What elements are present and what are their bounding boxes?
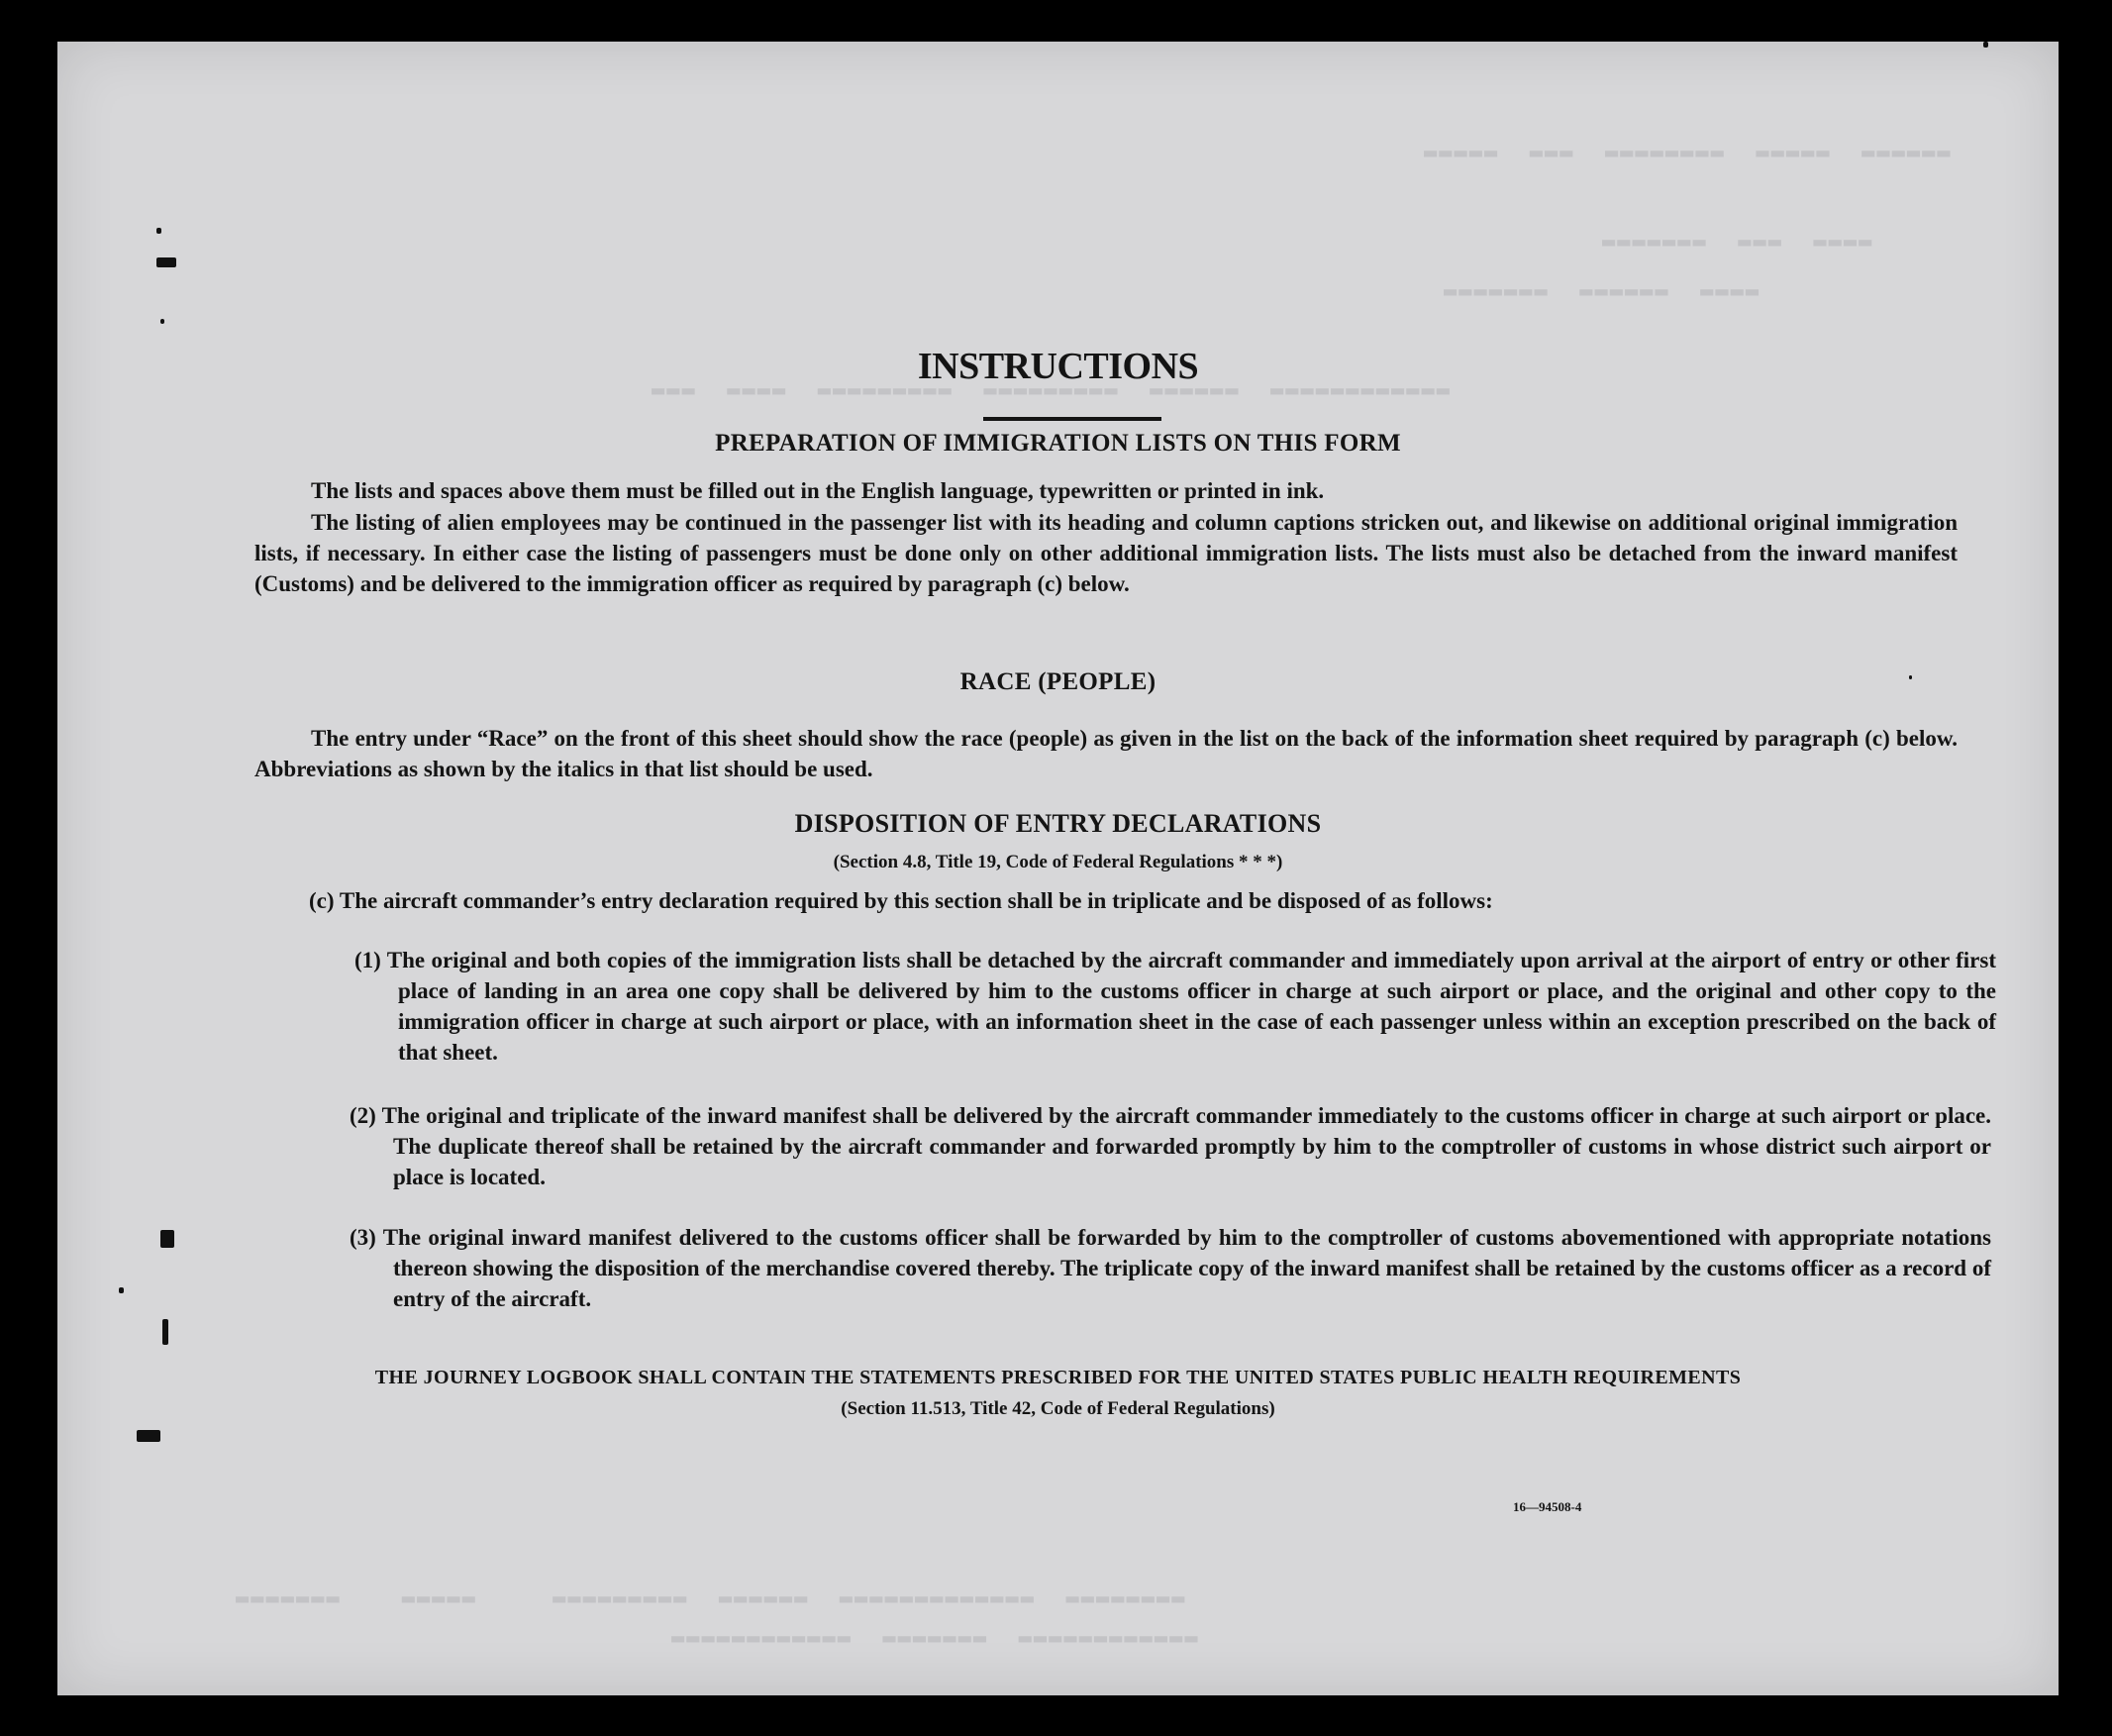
show-through-texture: ▬▬▬▬▬ ▬▬▬ ▬▬▬▬▬▬▬▬ ▬▬▬▬▬ ▬▬▬▬▬▬ — [1424, 141, 1953, 165]
race-paragraph: The entry under “Race” on the front of this sheet should show the race (people) as given in the list on the back of the information sheet required by paragraph (c) below. Abbreviations as shown by the italics in that list should be used. — [254, 726, 1958, 781]
show-through-texture: ▬▬▬▬▬▬▬ ▬▬▬▬▬ ▬▬▬▬▬▬▬▬▬ ▬▬▬▬▬▬ ▬▬▬▬▬▬▬▬▬▬▬▬▬ ▬▬▬▬▬▬▬▬ — [236, 1586, 1187, 1611]
show-through-texture: ▬▬▬▬▬▬▬ ▬▬▬▬▬▬ ▬▬▬▬ — [1444, 279, 1761, 304]
disposition-item-3: (3) The original inward manifest delivered to the customs officer shall be forwarded by him to the comptroller of customs abovementioned with appropriate notations thereon showing the disposition of the merchandise covered thereby. The triplicate copy of the inward manifest shall be retained by the customs officer as a record of entry of the aircraft. — [350, 1225, 1991, 1311]
disposition-item-2: (2) The original and triplicate of the inward manifest shall be delivered by the aircraft commander immediately to the customs officer in charge at such airport or place. The duplicate thereof shall be retained by the aircraft commander and forwarded promptly by him to the comptroller of customs in whose district such airport or place is located. — [350, 1103, 1991, 1189]
footer-requirement: THE JOURNEY LOGBOOK SHALL CONTAIN THE STATEMENTS PRESCRIBED FOR THE UNITED STATES PUBLIC HEALTH REQUIREMENTS — [374, 1367, 1742, 1388]
show-through-texture: ▬▬▬▬▬▬▬▬▬▬▬▬ ▬▬▬▬▬▬▬ ▬▬▬▬▬▬▬▬▬▬▬▬ — [671, 1626, 1200, 1651]
show-through-texture: ▬▬▬▬▬▬▬ ▬▬▬ ▬▬▬▬ — [1602, 230, 1874, 255]
form-number: 16—94508-4 — [1513, 1499, 1582, 1514]
heading-preparation: PREPARATION OF IMMIGRATION LISTS ON THIS FORM — [715, 430, 1401, 457]
page-title: INSTRUCTIONS — [917, 346, 1199, 387]
show-through-texture: ▬▬▬ ▬▬▬▬ ▬▬▬▬▬▬▬▬▬ ▬▬▬▬▬▬▬▬▬ ▬▬▬▬▬▬ ▬▬▬▬▬▬▬▬▬▬▬▬ — [652, 378, 1452, 403]
footer-citation: (Section 11.513, Title 42, Code of Federal Regulations) — [841, 1398, 1275, 1419]
heading-disposition: DISPOSITION OF ENTRY DECLARATIONS — [794, 809, 1322, 838]
preparation-paragraph-2: The listing of alien employees may be continued in the passenger list with its heading and column captions stricken out, and likewise on additional original immigration lists, if necessary. In either case the listing of passengers must be done only on other additional immigration lists. The lists must also be detached from the inward manifest (Customs) and be delivered to the immigration officer as required by paragraph (c) below. — [254, 510, 1958, 596]
disposition-citation: (Section 4.8, Title 19, Code of Federal Regulations * * *) — [833, 852, 1283, 872]
instructions-content — [57, 42, 2059, 1695]
heading-race: RACE (PEOPLE) — [959, 668, 1157, 695]
title-rule — [983, 417, 1161, 421]
document-sheet — [57, 42, 2059, 1695]
disposition-item-1: (1) The original and both copies of the immigration lists shall be detached by the aircraft commander and immediately upon arrival at the airport of entry or other first place of landing in an area one copy shall be delivered by him to the customs officer in charge at such airport or place, and the original and other copy to the immigration officer in charge at such airport or place, with an information sheet in the case of each passenger unless within an exception prescribed on the back of that sheet. — [354, 948, 1996, 1065]
disposition-intro: (c) The aircraft commander’s entry declaration required by this section shall be in triplicate and be disposed of as follows: — [309, 888, 1493, 913]
preparation-paragraph-1: The lists and spaces above them must be filled out in the English language, typewritten or printed in ink. — [311, 478, 1325, 503]
